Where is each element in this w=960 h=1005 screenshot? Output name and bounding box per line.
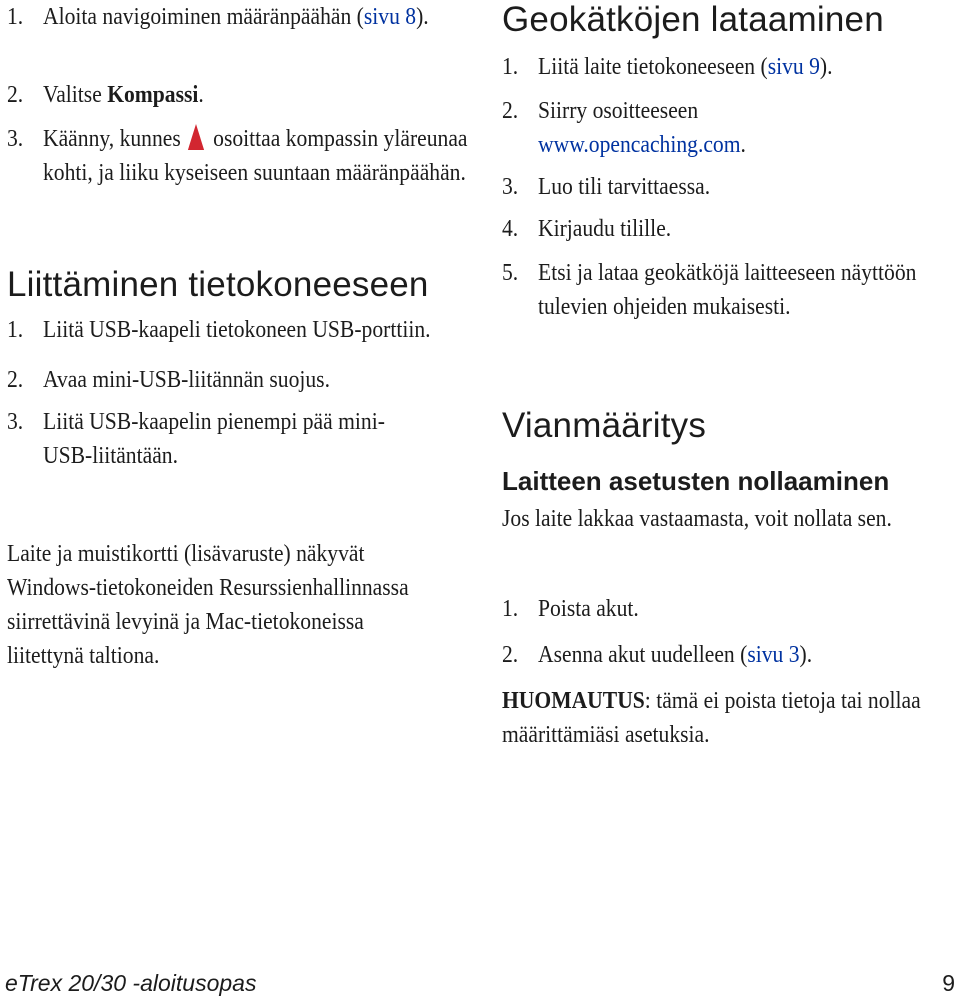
step-number: 2. [7,82,24,108]
note-text: : tämä ei poista tietoja tai nollaa määrittämiäsi asetuksia. [502,688,921,748]
step-number: 3. [7,409,24,435]
website-link[interactable]: www.opencaching.com [538,132,741,158]
subsection-heading: Laitteen asetusten nollaaminen [502,466,890,496]
list-item: 2. Asenna akut uudelleen (sivu 3). [502,638,934,672]
section-heading: Geokätköjen lataaminen [502,0,884,39]
reset-steps [502,592,934,672]
list-item: 1. Aloita navigoiminen määränpäähän (sivu 8). [7,0,475,70]
geocache-steps [502,50,934,324]
step-number: 2. [502,98,519,124]
step-number: 1. [7,317,24,343]
navigation-steps [7,0,475,190]
step-number: 1. [502,596,519,622]
step-number: 1. [502,54,519,80]
step-number: 3. [502,174,519,200]
menu-reference: Kompassi [107,82,199,108]
connection-steps [7,313,475,473]
list-item: 2. Siirry osoitteeseen www.opencaching.com. [502,94,934,162]
step-number: 3. [7,126,24,152]
step-number: 1. [7,4,24,30]
list-item: 2. Valitse Kompassi. [7,78,475,112]
list-item: 4. Kirjaudu tilille. [502,212,934,246]
list-item: 3. Käänny, kunnes osoittaa kompassin yläreunaa kohti, ja liiku kyseiseen suuntaan määränpäähän. [7,122,475,190]
page-link[interactable]: sivu 3 [747,642,800,668]
note-label: HUOMAUTUS [502,688,645,714]
list-item: 2. Avaa mini-USB-liitännän suojus. [7,363,475,397]
footer-title: eTrex 20/30 -aloitusopas [5,970,257,996]
step-number: 2. [7,367,24,393]
page-link[interactable]: sivu 9 [767,54,820,80]
list-item: 3. Luo tili tarvittaessa. [502,170,934,204]
page-number: 9 [942,970,955,996]
red-location-arrow-icon [188,124,204,150]
list-item: 3. Liitä USB-kaapelin pienempi pää mini-USB-liitäntään. [7,405,475,473]
step-number: 2. [502,642,519,668]
list-item: 1. Liitä USB-kaapeli tietokoneen USB-porttiin. [7,313,475,347]
section-heading: Liittäminen tietokoneeseen [7,265,429,304]
list-item: 1. Poista akut. [502,592,934,626]
step-number: 5. [502,260,519,286]
body-paragraph: Jos laite lakkaa vastaamasta, voit nollata sen. [502,506,892,532]
step-text: Aloita navigoiminen määränpäähän ( [43,4,364,30]
note-paragraph [502,684,943,752]
section-heading: Vianmääritys [502,406,707,445]
body-paragraph: Laite ja muistikortti (lisävaruste) näkyvät Windows-tietokoneiden Resurssienhallinnassa siirrettävinä levyinä ja Mac-tietokoneissa liitettynä taltiona. [7,541,409,669]
step-number: 4. [502,216,519,242]
list-item: 5. Etsi ja lataa geokätköjä laitteeseen näyttöön tulevien ohjeiden mukaisesti. [502,256,934,324]
list-item: 1. Liitä laite tietokoneeseen (sivu 9). [502,50,934,84]
page-link[interactable]: sivu 8 [363,4,417,30]
